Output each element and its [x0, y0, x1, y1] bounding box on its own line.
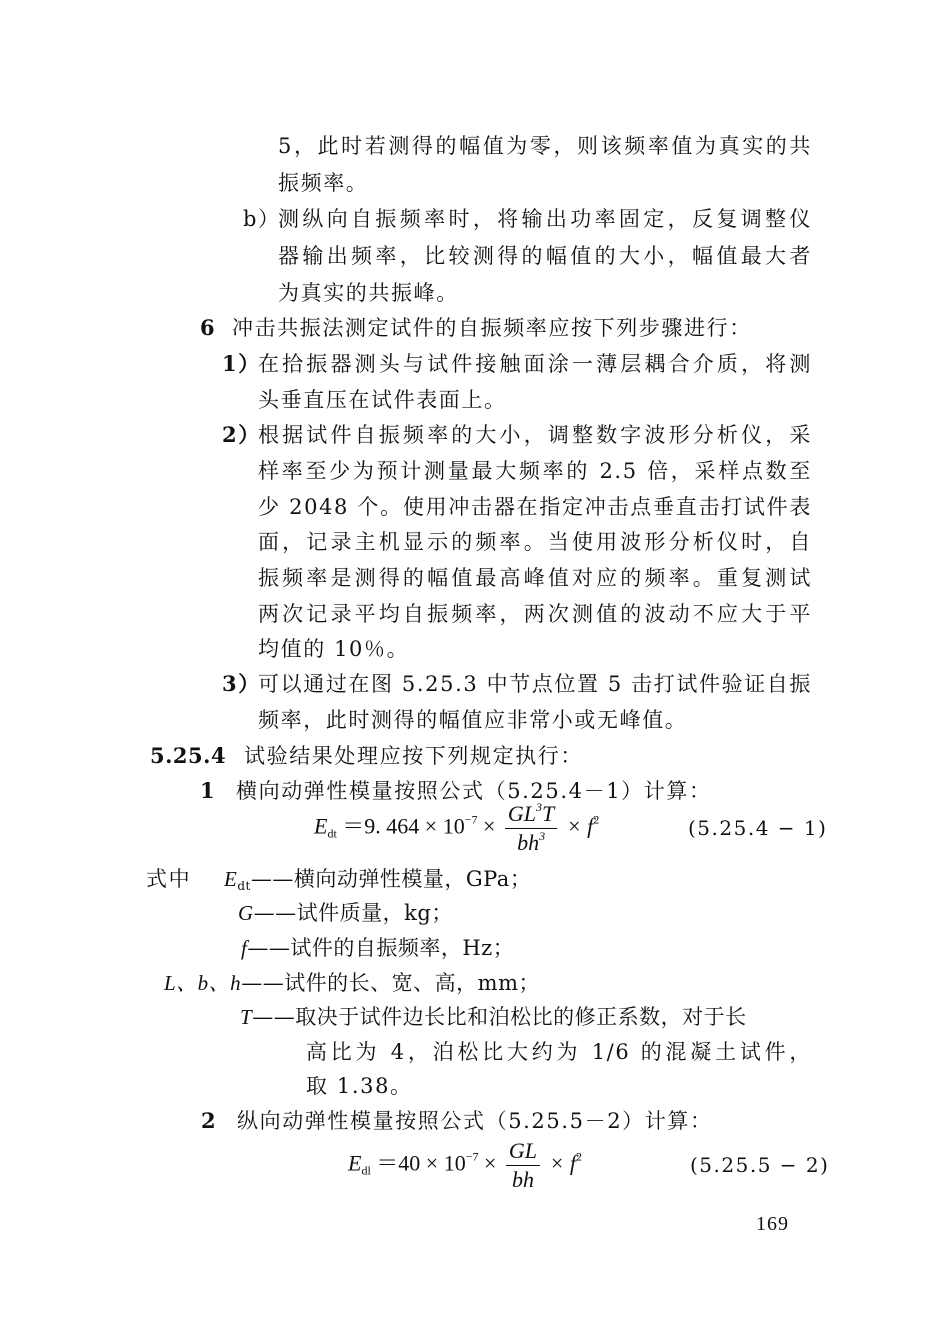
para5-line2: 振频率。 — [278, 171, 369, 195]
step-3-line2: 频率，此时测得的幅值应非常小或无峰值。 — [258, 708, 688, 732]
formula-1-tail: × f — [566, 813, 594, 839]
symbol-f-desc: ——试件的自振频率，Hz； — [247, 936, 515, 960]
clause-heading: 试验结果处理应按下列规定执行： — [244, 744, 583, 768]
formula-1-coef: ＝9. 464 × 10 — [342, 813, 465, 839]
item-b-line1: 测纵向自振频率时，将输出功率固定，反复调整仪 — [278, 207, 812, 231]
formula-2-fraction — [506, 1137, 540, 1194]
formula-2-denominator: bh — [511, 1167, 534, 1192]
symbol-f — [241, 933, 514, 963]
where-intro: 式中 — [146, 867, 192, 891]
step-2-line1: 根据试件自振频率的大小，调整数字波形分析仪，采 — [258, 423, 812, 447]
formula-1-equation-number: (5.25.4 − 1) — [688, 816, 828, 840]
step-2-line4: 面，记录主机显示的频率。当使用波形分析仪时，自 — [258, 530, 812, 554]
formula-1-tail-exp: 2 — [593, 812, 600, 827]
clause-number: 5.25.4 — [150, 743, 227, 768]
item-b-label: b） — [243, 207, 281, 231]
item-1-text: 横向动弹性模量按照公式（5.25.4－1）计算： — [236, 779, 712, 803]
step-1-line2: 头垂直压在试件表面上。 — [258, 388, 507, 412]
item-2-number: 2 — [201, 1108, 218, 1133]
symbol-e: E — [224, 867, 238, 891]
step-2-line3: 少 2048 个。使用冲击器在指定冲击点垂直击打试件表 — [258, 495, 812, 519]
page-number: 169 — [756, 1213, 789, 1235]
symbol-f-sym: f — [241, 936, 248, 960]
formula-1-den-a: bh — [517, 830, 540, 855]
formula-2-tail: × f — [549, 1150, 577, 1176]
formula-2 — [348, 1137, 582, 1194]
step-2-line2: 样率至少为预计测量最大频率的 2.5 倍，采样点数至 — [258, 459, 812, 483]
symbol-e-desc: ——横向动弹性模量，GPa； — [250, 867, 532, 891]
formula-2-lhs: E — [348, 1150, 362, 1176]
step-1-label: 1） — [222, 351, 261, 376]
item-b-line2: 器输出频率，比较测得的幅值的大小，幅值最大者 — [278, 244, 812, 268]
step-2-line6: 两次记录平均自振频率，两次测值的波动不应大于平 — [258, 602, 812, 626]
formula-2-numerator: GL — [506, 1137, 540, 1166]
formula-1-fraction — [505, 800, 557, 857]
formula-2-equation-number: (5.25.5 − 2) — [690, 1153, 830, 1177]
symbol-lbh-desc: ——试件的长、宽、高，mm； — [241, 971, 541, 995]
symbol-lbh — [164, 968, 540, 998]
formula-1-num-exp: 3 — [536, 800, 543, 814]
formula-1 — [314, 800, 599, 857]
formula-1-num-b: T — [542, 801, 555, 826]
item-1-number: 1 — [200, 778, 217, 803]
step-2-label: 2） — [222, 422, 261, 447]
symbol-g — [238, 898, 453, 928]
formula-1-num-a: GL — [507, 801, 537, 826]
item-2-text: 纵向动弹性模量按照公式（5.25.5－2）计算： — [237, 1109, 713, 1133]
symbol-g-desc: ——试件质量，kg； — [253, 901, 453, 925]
symbol-t-sym: T — [240, 1005, 253, 1029]
step-3-line1: 可以通过在图 5.25.3 中节点位置 5 击打试件验证自振 — [258, 672, 812, 696]
para5-line1: 5，此时若测得的幅值为零，则该频率值为真实的共 — [278, 134, 812, 158]
symbol-t-desc-line3: 取 1.38。 — [306, 1074, 413, 1098]
step-3-label: 3） — [222, 671, 261, 696]
formula-1-times: × — [483, 813, 496, 839]
formula-2-coef-exp: −7 — [465, 1149, 479, 1164]
formula-1-lhs: E — [314, 813, 328, 839]
formula-1-lhs-sub: dt — [327, 826, 337, 841]
symbol-e-sub: dt — [237, 879, 251, 893]
formula-2-tail-exp: 2 — [576, 1149, 583, 1164]
symbol-t — [240, 1002, 747, 1032]
section-6-heading: 冲击共振法测定试件的自振频率应按下列步骤进行： — [232, 316, 752, 340]
symbol-g-sym: G — [238, 901, 254, 925]
symbol-lbh-sym: L、b、h — [164, 971, 242, 995]
symbol-t-desc-line1: ——取决于试件边长比和泊松比的修正系数，对于长 — [252, 1005, 747, 1029]
step-1-line1: 在拾振器测头与试件接触面涂一薄层耦合介质，将测 — [258, 352, 812, 376]
symbol-e-dt — [224, 864, 531, 894]
symbol-t-desc-line2: 高比为 4，泊松比大约为 1/6 的混凝土试件， — [306, 1040, 812, 1064]
formula-2-coef: ＝40 × 10 — [376, 1150, 466, 1176]
formula-1-coef-exp: −7 — [464, 812, 478, 827]
formula-2-times: × — [484, 1150, 497, 1176]
section-6-number: 6 — [200, 315, 217, 340]
formula-1-den-exp: 3 — [539, 829, 546, 843]
step-2-line5: 振频率是测得的幅值最高峰值对应的频率。重复测试 — [258, 566, 812, 590]
step-2-line7: 均值的 10％。 — [258, 637, 410, 661]
item-b-line3: 为真实的共振峰。 — [278, 281, 459, 305]
formula-2-lhs-sub: dl — [361, 1163, 371, 1178]
